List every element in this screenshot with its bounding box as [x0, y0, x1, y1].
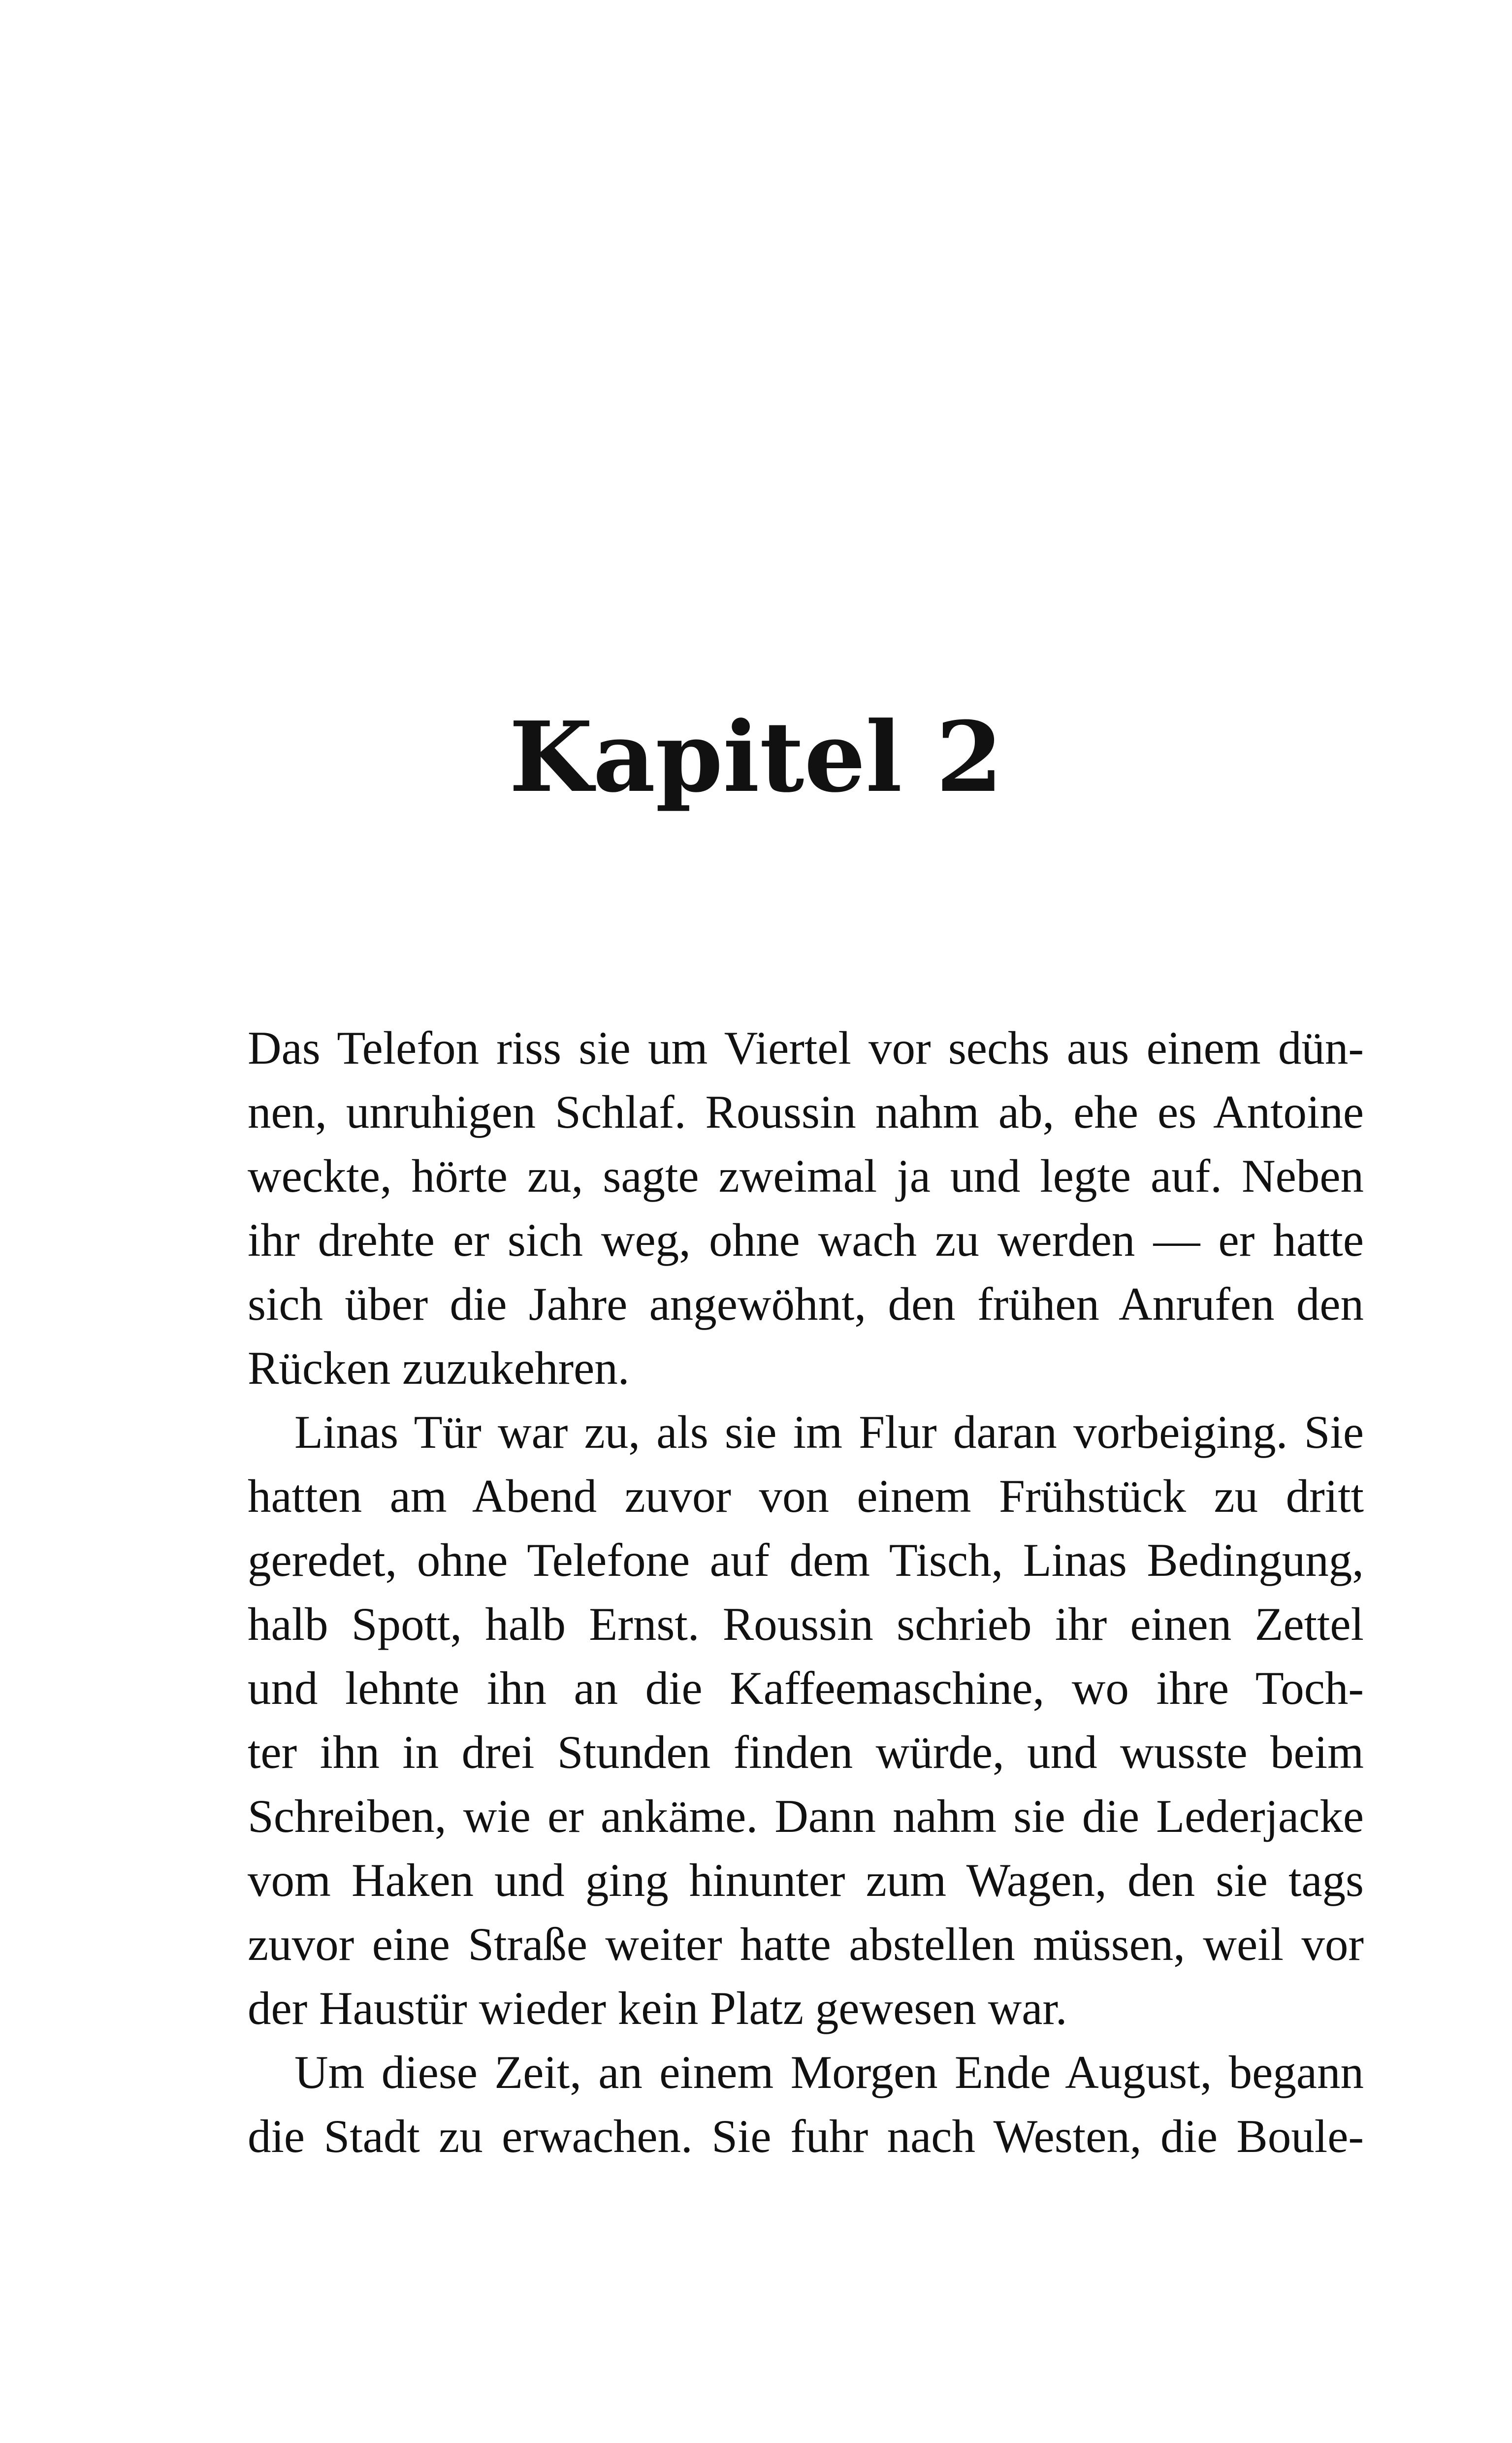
paragraph-2-line-7: Schreiben, wie er ankäme. Dann nahm sie die Lederjacke — [248, 1790, 1364, 1842]
paragraph-2-line-10: der Haustür wieder kein Platz gewesen war. — [248, 1982, 1067, 2034]
paragraph-2-line-4: halb Spott, halb Ernst. Roussin schrieb ihr einen Zettel — [248, 1598, 1364, 1650]
body-text — [248, 1016, 1364, 2168]
paragraph-1-line-5: sich über die Jahre angewöhnt, den frühen Anrufen den — [248, 1278, 1364, 1330]
paragraph-2-line-5: und lehnte ihn an die Kaffeemaschine, wo ihre Toch- — [248, 1662, 1364, 1714]
paragraph-3-line-2: die Stadt zu erwachen. Sie fuhr nach Westen, die Boule- — [248, 2110, 1364, 2162]
chapter-title: Kapitel 2 — [509, 701, 1003, 814]
paragraph-2-line-1: Linas Tür war zu, als sie im Flur daran vorbeiging. Sie — [294, 1406, 1364, 1458]
paragraph-2-line-3: geredet, ohne Telefone auf dem Tisch, Linas Bedingung, — [248, 1534, 1364, 1586]
paragraph-2-line-6: ter ihn in drei Stunden finden würde, und wusste beim — [248, 1726, 1364, 1778]
paragraph-2-line-9: zuvor eine Straße weiter hatte abstellen müssen, weil vor — [248, 1918, 1364, 1970]
paragraph-1-line-6: Rücken zuzukehren. — [248, 1342, 630, 1394]
paragraph-3-line-1: Um diese Zeit, an einem Morgen Ende August, begann — [294, 2046, 1364, 2098]
paragraph-2-line-2: hatten am Abend zuvor von einem Frühstück zu dritt — [248, 1470, 1364, 1522]
paragraph-1-line-4: ihr drehte er sich weg, ohne wach zu werden — er hatte — [248, 1214, 1364, 1266]
paragraph-2-line-8: vom Haken und ging hinunter zum Wagen, den sie tags — [248, 1854, 1364, 1906]
paragraph-1-line-3: weckte, hörte zu, sagte zweimal ja und legte auf. Neben — [248, 1150, 1364, 1202]
paragraph-1-line-2: nen, unruhigen Schlaf. Roussin nahm ab, ehe es Antoine — [248, 1086, 1364, 1138]
paragraph-1-line-1: Das Telefon riss sie um Viertel vor sechs aus einem dün- — [248, 1022, 1364, 1074]
